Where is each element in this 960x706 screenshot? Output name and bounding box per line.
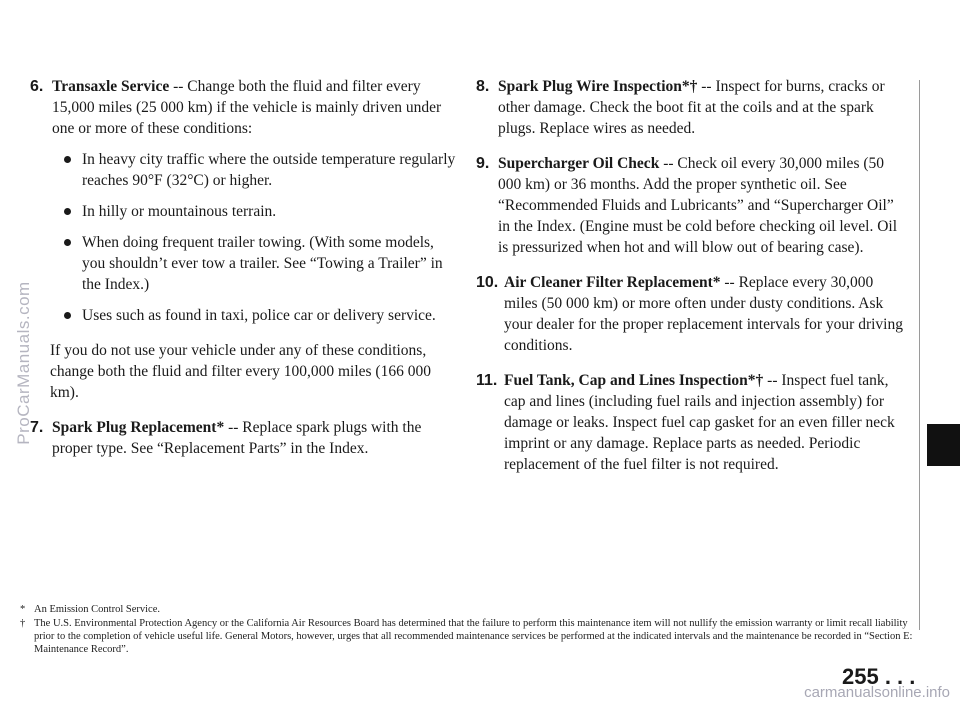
list-item: Uses such as found in taxi, police car or delivery service. — [64, 305, 460, 326]
item-title: Fuel Tank, Cap and Lines Inspection*† — [504, 372, 764, 389]
bullet-icon — [64, 239, 71, 246]
bullet-icon — [64, 312, 71, 319]
item-number: 8. — [476, 78, 490, 95]
item-text: -- Inspect for burns, cracks or other damage. Check the boot fit at the coils and at the spark plugs. Replace wires as needed. — [498, 78, 885, 137]
item-text: -- Replace spark plugs with the proper type. See “Replacement Parts” in the Index. — [52, 419, 422, 457]
left-column — [30, 76, 460, 473]
bullet-icon — [64, 208, 71, 215]
item-text: -- Replace every 30,000 miles (50 000 km) or more often under dusty conditions. Ask your dealer for the proper replacement intervals for your driving conditions. — [504, 274, 903, 354]
list-item: In heavy city traffic where the outside temperature regularly reaches 90°F (32°C) or higher. — [64, 149, 460, 191]
footnotes — [20, 603, 915, 657]
bullet-icon — [64, 156, 71, 163]
item-number: 9. — [476, 155, 490, 172]
item-text: -- Check oil every 30,000 miles (50 000 km) or 36 months. Add the proper synthetic oil. See “Recommended Fluids and Lubricants” and “Supercharger Oil” in the Index. (Engine must be cold before checking oil level. Oil is pressurized when hot and will blow out of bearing case). — [498, 155, 898, 256]
item-air-cleaner-filter — [476, 272, 908, 356]
item-spark-plug-wire-inspection — [476, 76, 908, 139]
item-title: Transaxle Service — [52, 78, 170, 95]
item-title: Spark Plug Wire Inspection*† — [498, 78, 698, 95]
item-title: Supercharger Oil Check — [498, 155, 660, 172]
list-item: In hilly or mountainous terrain. — [64, 201, 460, 222]
item-number: 6. — [30, 78, 44, 95]
paragraph-normal-conditions: If you do not use your vehicle under any of these conditions, change both the fluid and filter every 100,000 miles (166 000 km). — [50, 342, 431, 401]
footnote-emission: * An Emission Control Service. — [20, 604, 160, 615]
item-fuel-tank-inspection — [476, 370, 908, 475]
item-number: 10. — [476, 274, 499, 291]
item-title: Spark Plug Replacement* — [52, 419, 225, 436]
margin-rule — [919, 80, 920, 630]
watermark-left: ProCarManuals.com — [14, 281, 33, 445]
item-transaxle-service — [30, 76, 460, 326]
section-tab — [927, 424, 960, 466]
item-spark-plug-replacement — [30, 417, 460, 459]
list-item: When doing frequent trailer towing. (With some models, you shouldn’t ever tow a trailer. See “Towing a Trailer” in the Index.) — [64, 232, 460, 295]
asterisk-mark: * — [20, 604, 26, 615]
item-title: Air Cleaner Filter Replacement* — [504, 274, 721, 291]
watermark-bottom: carmanualsonline.info — [804, 684, 950, 701]
item-supercharger-oil-check — [476, 153, 908, 258]
item-text: -- Inspect fuel tank, cap and lines (including fuel rails and injection assembly) for damage or leaks. Inspect fuel cap gasket for an even filler neck imprint or any damage. Replace parts as needed. Periodic replacement of the fuel filter is not required. — [504, 372, 895, 473]
right-column — [476, 76, 908, 489]
footnote-epa: † The U.S. Environmental Protection Agency or the California Air Resources Board has determined that the failure to perform this maintenance item will not nullify the emission warranty or limit recall liability prior to the completion of vehicle useful life. General Motors, however, urges that all recommended maintenance services be performed at the indicated intervals and the maintenance be recorded in “Section E: Maintenance Record”. — [20, 618, 913, 655]
item-number: 11. — [476, 372, 498, 389]
item-text: -- Change both the fluid and filter every 15,000 miles (25 000 km) if the vehicle is mainly driven under one or more of these conditions: — [52, 78, 442, 137]
item-number: 7. — [30, 419, 44, 436]
page-number: 255 . . . — [842, 664, 916, 689]
dagger-mark: † — [20, 618, 26, 629]
conditions-list — [52, 149, 460, 326]
